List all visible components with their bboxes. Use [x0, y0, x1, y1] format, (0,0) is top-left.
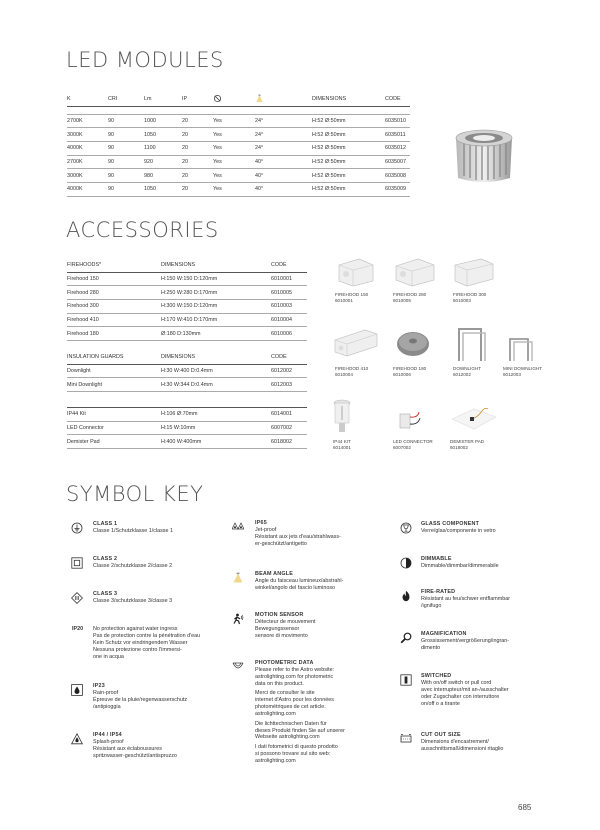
table-header: FIREHOODS* DIMENSIONS CODE [67, 259, 307, 272]
symbol-class-3: CLASS 3 Classe 3/schutzklasse 3/classe 3 [93, 591, 173, 605]
table-row: Firehood 150 H:150 W:150 D:120mm 6010001 [67, 272, 307, 286]
col-code: CODE [385, 93, 410, 106]
symbol-switched: SWITCHED With on/off switch or pull cord avec interrupteur/mit an-/ausschalter oder Zugschalter con interruttore on/off o a tirante [421, 673, 509, 708]
caption-firehood-150: FIREHOOD 150 6010001 [335, 292, 369, 303]
table-row: 3000K 90 1050 20 Yes 24° H:52 Ø:50mm 6035011 [67, 128, 410, 142]
table-row: 4000K 90 1100 20 Yes 24° H:52 Ø:50mm 6035012 [67, 142, 410, 156]
col-dimensions: DIMENSIONS [312, 93, 385, 106]
symbol-ip65: IP65 Jet-proof Résistant aux jets d'eau/strahlwass- er-geschützt/antigetto [255, 520, 341, 548]
misc-accessories-table [67, 407, 307, 449]
motion-sensor-icon [232, 613, 244, 625]
caption-firehood-280: FIREHOOD 280 6010005 [393, 292, 427, 303]
mini-downlight-guard-image [506, 335, 536, 363]
dimmable-icon [213, 94, 222, 103]
downlight-guard-image [453, 325, 489, 363]
symbol-fire-rated: FIRE-RATED Résistant au feu/schwer entflammbar /ignifugo [421, 589, 510, 610]
firehood-150-image [333, 255, 377, 287]
cut-out-size-icon [400, 733, 412, 745]
table-row: 2700K 90 1000 20 Yes 24° H:52 Ø:50mm 6035010 [67, 114, 410, 128]
firehood-180-image [393, 329, 433, 363]
symbol-class-2: CLASS 2 Classe 2/schutzklasse 2/classe 2 [93, 556, 173, 570]
firehood-300-image [451, 255, 495, 287]
led-modules-table [67, 93, 410, 197]
symbol-magnification: MAGNIFICATION Grossissement/vergrößerung/ingran- dimento [421, 631, 510, 652]
table-row: 4000K 90 1050 20 Yes 40° H:52 Ø:50mm 6035009 [67, 183, 410, 197]
beam-angle-icon [255, 94, 264, 103]
magnification-icon [400, 632, 412, 644]
section-title-accessories: ACCESSORIES [66, 218, 219, 242]
switched-icon [400, 674, 412, 686]
beam-angle-icon [232, 572, 244, 584]
caption-led-connector: LED CONNECTOR 6007002 [393, 439, 433, 450]
caption-firehood-180: FIREHOOD 180 6010006 [393, 366, 427, 377]
table-row: IP44 Kit H:106 Ø:70mm 6014001 [67, 408, 307, 422]
class-3-icon [71, 592, 83, 604]
dimmable-icon [400, 557, 412, 569]
led-connector-image [396, 408, 422, 432]
col-beam-angle [255, 93, 312, 106]
class-1-icon [71, 522, 83, 534]
symbol-photometric-data: PHOTOMETRIC DATA Please refer to the Astro website: astrolighting.com for photometric data on this product. Merci de consulter le site internet d'Astro pour les données photométriques de cet article. astrolighting.com Die lichttechnischen Daten für dieses Produkt finden Sie auf unserer Webseite astrolighting.com I dati fotometrici di questo prodotto si possono trovare sul sito web: astrolighting.com [255, 660, 345, 764]
led-module-image [446, 120, 522, 196]
glass-component-icon [400, 522, 412, 534]
symbol-ip23: IP23 Rain-proof Épreuve de la pluie/regenwasserschutz /antipioggia [93, 683, 188, 711]
col-dimmable [213, 93, 255, 106]
photometric-data-icon [232, 660, 244, 672]
caption-demister-pad: DEMISTER PAD 6018002 [450, 439, 485, 450]
table-row: Firehood 280 H:250 W:280 D:170mm 6010005 [67, 286, 307, 300]
demister-pad-image [448, 399, 498, 437]
col-cri: CRI [108, 93, 144, 106]
caption-mini-downlight: MINI DOWNLIGHT 6012003 [503, 366, 543, 377]
ip65-jet-icon [232, 521, 244, 533]
symbol-cut-out-size: CUT OUT SIZE Dimensions d'encastrement/ ausschnittsmaß/dimensioni ritaglio [421, 732, 504, 753]
symbol-beam-angle: BEAM ANGLE Angle du faisceau lumineux/abstrahl- winkel/angolo del fascio luminoso [255, 571, 344, 592]
col-lm: Lm [144, 93, 182, 106]
section-title-led-modules: LED MODULES [66, 48, 224, 72]
ip20-label: IP20 [72, 626, 84, 632]
fire-rated-icon [400, 590, 412, 602]
class-2-icon [71, 557, 83, 569]
caption-firehood-410: FIREHOOD 410 6010004 [335, 366, 369, 377]
symbol-glass-component: GLASS COMPONENT Verre/glas/componente in vetro [421, 521, 496, 535]
table-row: Demister Pad H:400 W:400mm 6018002 [67, 435, 307, 449]
symbol-ip44-ip54: IP44 / IP54 Splash-proof Résistant aux éclaboussures spritzwasser-geschützt/antispruzzo [93, 732, 177, 760]
caption-downlight: DOWNLIGHT 6012002 [453, 366, 482, 377]
table-row: Firehood 300 H:300 W:150 D:120mm 6010003 [67, 300, 307, 314]
caption-firehood-300: FIREHOOD 300 6010003 [453, 292, 487, 303]
symbol-motion-sensor: MOTION SENSOR Détecteur de mouvement Bewegungssensor sensore di movimento [255, 612, 316, 640]
table-header: INSULATION GUARDS DIMENSIONS CODE [67, 351, 307, 364]
firehoods-table [67, 259, 307, 341]
symbol-dimmable: DIMMABLE Dimmable/dimmbar/dimmerabile [421, 556, 499, 570]
table-row: 2700K 90 920 20 Yes 40° H:52 Ø:50mm 6035007 [67, 155, 410, 169]
table-row: 3000K 90 980 20 Yes 40° H:52 Ø:50mm 6035008 [67, 169, 410, 183]
firehood-410-image [331, 322, 379, 362]
table-row: Firehood 180 Ø:180 D:130mm 6010006 [67, 327, 307, 341]
ip44-kit-image [330, 396, 354, 436]
firehood-280-image [392, 255, 436, 287]
table-row: LED Connector H:15 W:10mm 6007002 [67, 421, 307, 435]
ip23-rain-icon [71, 684, 83, 696]
table-header [67, 93, 410, 106]
ip44-splash-icon [71, 733, 83, 745]
caption-ip44-kit: IP44 KIT 6014001 [333, 439, 351, 450]
section-title-symbol-key: SYMBOL KEY [66, 482, 204, 506]
table-row: Mini Downlight H:30 W:344 D:0.4mm 6012003 [67, 378, 307, 392]
table-row: Downlight H:30 W:400 D:0.4mm 6012002 [67, 364, 307, 378]
page-number: 685 [518, 803, 532, 812]
insulation-guards-table [67, 351, 307, 392]
table-row: Firehood 410 H:170 W:410 D:170mm 6010004 [67, 313, 307, 327]
col-k: K [67, 93, 108, 106]
symbol-class-1: CLASS 1 Classe 1/Schutzklasse 1/classe 1 [93, 521, 173, 535]
symbol-ip20: No protection against water ingress Pas de protection contre la pénétration d'eau Kein Schutz vor eindringendem Wasser Nessuna protezione contro l'immersi- one in acqua [93, 626, 201, 661]
col-ip: IP [182, 93, 213, 106]
